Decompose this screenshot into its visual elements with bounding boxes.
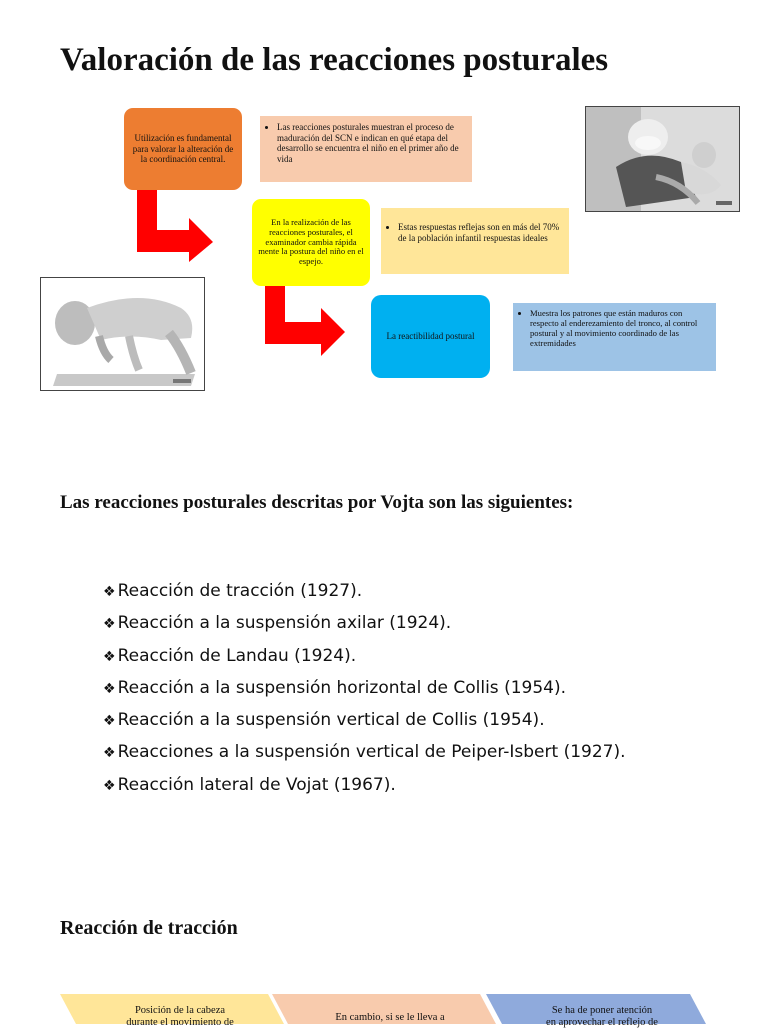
diamond-star-icon: ❖ [103,713,116,730]
diamond-star-icon: ❖ [103,680,116,697]
note-patrones-text: • Muestra los patrones que están maduros con respecto al enderezamiento del tronco, al control postural y al movimiento coordinado de las extremidades [530,308,708,349]
box-reactibilidad [371,295,490,378]
baby-held-illustration-icon [586,107,740,212]
note-maduracion-text: • Las reacciones posturales muestran el proceso de maduración del SCN e indican en qué etapa del desarrollo se encuentra el niño en el primer año de vida [277,122,464,164]
diamond-star-icon: ❖ [103,777,116,794]
list-item: ❖ Reacciones a la suspensión vertical de Peiper-Isbert (1927). [103,742,626,763]
baby-crawling-illustration-icon [41,278,205,391]
list-item: ❖ Reacción de tracción (1927). [103,581,363,601]
box-realizacion-text: En la realización de las reacciones posturales, el examinador cambia rápida mente la postura del niño en el espejo. [258,216,364,267]
box-utilizacion [124,108,242,190]
arrow-2-icon [263,286,347,358]
note-respuestas [381,208,569,274]
page-title: Valoración de las reacciones posturales [60,42,609,78]
diamond-star-icon: ❖ [103,616,116,633]
chevron-1-text: Posición de la cabeza durante el movimiento de [126,1005,234,1028]
list-item: ❖ Reacción a la suspensión vertical de Collis (1954). [103,710,545,731]
reactions-list [103,578,626,804]
note-respuestas-text: • Estas respuestas reflejas son en más del 70% de la población infantil respuestas ideales [398,222,561,243]
chevron-2-text: En cambio, si se le lleva a [335,1012,445,1023]
chevron-3-text: Se ha de poner atención en aprovechar el reflejo de [546,1005,658,1028]
photo-baby-held [585,106,740,212]
box-utilizacion-text: Utilización es fundamental para valorar la alteración de la coordinación central. [132,133,234,165]
diamond-star-icon: ❖ [103,584,116,600]
list-item: ❖ Reacción lateral de Vojat (1967). [103,774,396,795]
box-reactibilidad-text: La reactibilidad postural [386,331,475,342]
section-traccion-title: Reacción de tracción [60,917,238,939]
list-item: ❖ Reacción a la suspensión axilar (1924). [103,613,452,634]
note-maduracion [260,116,472,182]
list-item: ❖ Reacción a la suspensión horizontal de Collis (1954). [103,677,567,698]
note-patrones [513,303,716,371]
list-item: ❖ Reacción de Landau (1924). [103,645,357,666]
reactions-heading: Las reacciones posturales descritas por Vojta son las siguientes: [60,492,574,513]
diamond-star-icon: ❖ [103,648,116,665]
box-realizacion [252,199,370,286]
arrow-1-icon [135,190,215,262]
photo-baby-crawling [40,277,205,391]
diamond-star-icon: ❖ [103,745,116,762]
